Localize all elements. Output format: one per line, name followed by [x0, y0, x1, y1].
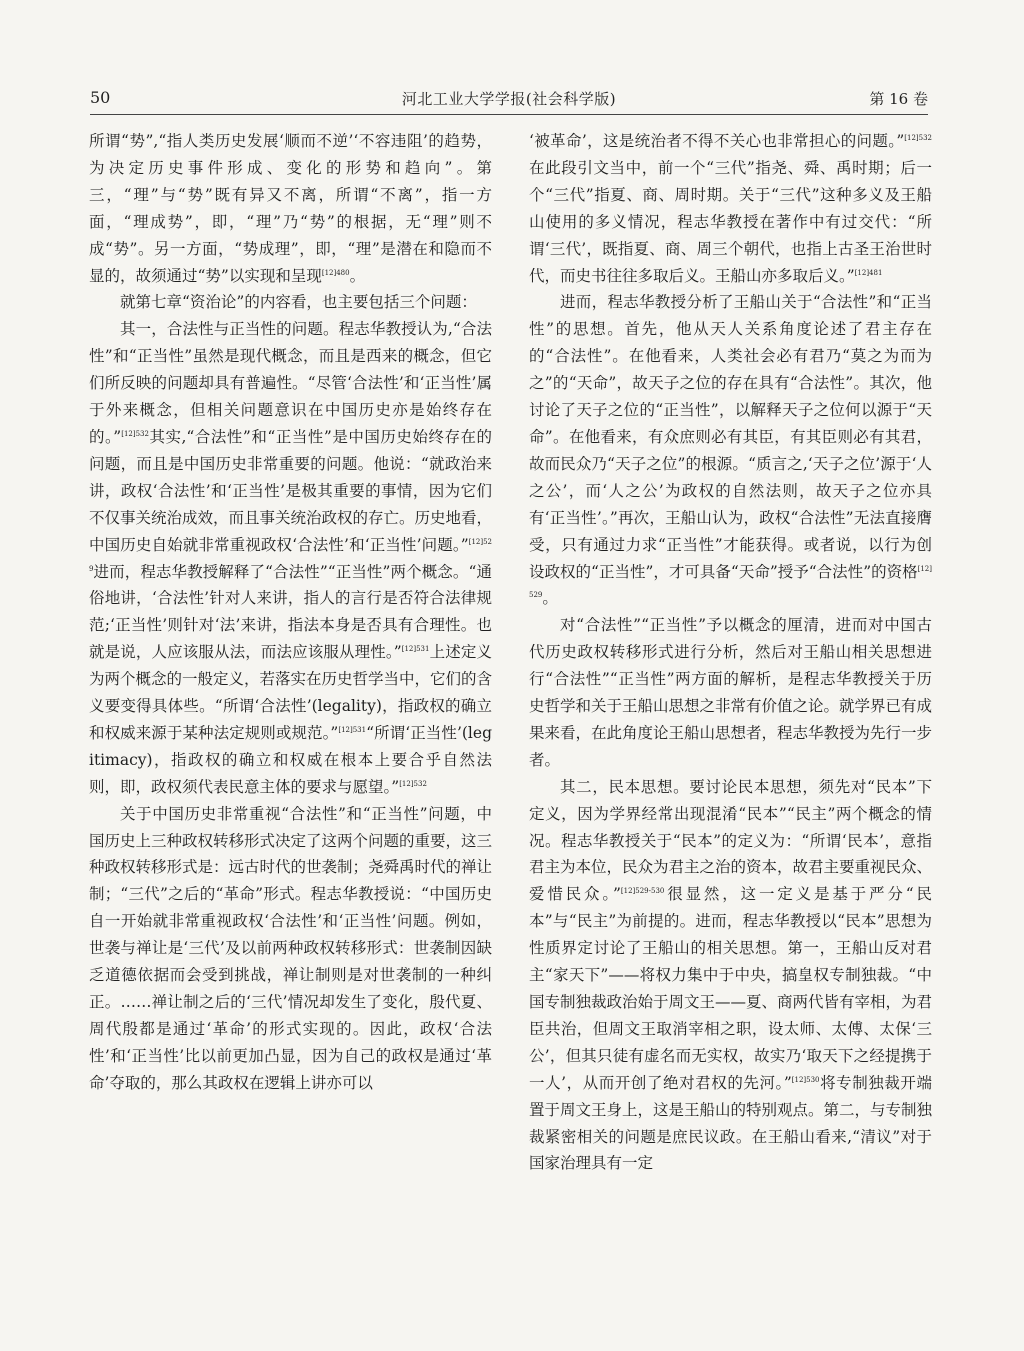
- paragraph: 其二，民本思想。要讨论民本思想，须先对“民本”下定义，因为学界经常出现混淆“民本”“民主”两个概念的情况。程志华教授关于“民本”的定义为：“所谓‘民本’，意指君主为本位，民众为君主之治的资本，故君主要重视民众、爱惜民众。”$^{[12]529-530}$很显然，这一定义是基于严分“民本”与“民主”为前提的。进而，程志华教授以“民本”思想为性质界定讨论了王船山的相关思想。第一，王船山反对君主“家天下”——将权力集中于中央，搞皇权专制独裁。“中国专制独裁政治始于周文王——夏、商两代皆有宰相，为君臣共治，但周文王取消宰相之职，设太师、太傅、太保‘三公’，但其只徒有虚名而无实权，故实乃‘取天下之经提携于一人’，从而开创了绝对君权的先河。”$^{[12]530}$将专制独裁开端置于周文王身上，这是王船山的特别观点。第二，与专制独裁紧密相关的问题是庶民议政。在王船山看来,“清议”对于国家治理具有一定: [529, 777, 933, 1173]
- header-rule: [90, 114, 928, 115]
- page-number: 50: [90, 88, 111, 107]
- journal-title: 河北工业大学学报(社会科学版): [401, 90, 617, 108]
- paragraph: 进而，程志华教授分析了王船山关于“合法性”和“正当性”的思想。首先，他从天人关系角度论述了君主存在的“合法性”。在他看来，人类社会必有君乃“莫之为而为之”的“天命”，故天子之位的存在具有“合法性”。其次，他讨论了天子之位的“正当性”，以解释天子之位何以源于“天命”。在他看来，有众庶则必有其臣，有其臣则必有其君，故而民众乃“天子之位”的根源。“质言之,‘天子之位’源于‘人之公’，而‘人之公’为政权的自然法则，故天子之位亦具有‘正当性’。”再次，王船山认为，政权“合法性”无法直接膺受，只有通过力求“正当性”才能获得。或者说，以行为创设政权的“正当性”，才可具备“天命”授予“合法性”的资格$^{[12]529}$。: [529, 293, 932, 608]
- paragraph: 所谓“势”,“指人类历史发展‘顺而不逆’‘不容违阻’的趋势，为决定历史事件形成、变化的形势和趋向”。第三，“理”与“势”既有异又不离，所谓“不离”，指一方面，“理成势”，即，“理”乃“势”的根据，无“理”则不成“势”。另一方面，“势成理”，即，“理”是潜在和隐而不显的，故须通过“势”以实现和呈现$^{[12]480}$。: [89, 132, 492, 285]
- paragraph: 其一，合法性与正当性的问题。程志华教授认为,“合法性”和“正当性”虽然是现代概念，而且是西来的概念，但它们所反映的问题却具有普遍性。“尽管‘合法性’和‘正当性’属于外来概念，但相关问题意识在中国历史亦是始终存在的。”$^{[12]532}$其实,“合法性”和“正当性”是中国历史始终存在的问题，而且是中国历史非常重要的问题。他说：“就政治来讲，政权‘合法性’和‘正当性’是极其重要的事情，因为它们不仅事关统治成效，而且事关统治政权的存亡。历史地看，中国历史自始就非常重视政权‘合法性’和‘正当性’问题。”$^{[12]529}$进而，程志华教授解释了“合法性”“正当性”两个概念。“通俗地讲，‘合法性’针对人来讲，指人的言行是否符合法律规范;‘正当性’则针对‘法’来讲，指法本身是否具有合理性。也就是说，人应该服从法，而法应该服从理性。”$^{[12]531}$上述定义为两个概念的一般定义，若落实在历史哲学当中，它们的含义要变得具体些。“所谓‘合法性’(legality)，指政权的确立和权威来源于某种法定规则或规范。”$^{[12]531}$“所谓‘正当性’(legitimacy)，指政权的确立和权威在根本上要合乎自然法则，即，政权须代表民意主体的要求与愿望。”$^{[12]532}$: [89, 320, 493, 796]
- paragraph: ‘被革命’，这是统治者不得不关心也非常担心的问题。”$^{[12]532}$在此段引文当中，前一个“三代”指尧、舜、禹时期；后一个“三代”指夏、商、周时期。关于“三代”这种多义及王船山使用的多义情况，程志华教授在著作中有过交代：“所谓‘三代’，既指夏、商、周三个朝代，也指上古圣王治世时代，而史书往往多取后义。王船山亦多取后义。”$^{[12]481}$: [529, 132, 932, 285]
- running-header: [90, 88, 928, 110]
- paragraph: 就第七章“资治论”的内容看，也主要包括三个问题：: [120, 293, 477, 312]
- volume-label: 第 16 卷: [869, 90, 928, 108]
- paragraph: 对“合法性”“正当性”予以概念的厘清，进而对中国古代历史政权转移形式进行分析，然后对王船山相关思想进行“合法性”“正当性”两方面的解析，是程志华教授关于历史哲学和关于王船山思想之非常有价值之论。就学界已有成果来看，在此角度论王船山思想者，程志华教授为先行一步者。: [529, 616, 933, 769]
- left-column: [89, 128, 492, 1097]
- paragraph: 关于中国历史非常重视“合法性”和“正当性”问题，中国历史上三种政权转移形式决定了这两个问题的重要，这三种政权转移形式是：远古时代的世袭制；尧舜禹时代的禅让制；“三代”之后的“革命”形式。程志华教授说：“中国历史自一开始就非常重视政权‘合法性’和‘正当性’问题。例如，世袭与禅让是‘三代’及以前两种政权转移形式：世袭制因缺乏道德依据而会受到挑战，禅让制则是对世袭制的一种纠正。……禅让制之后的‘三代’情况却发生了变化，殷代夏、周代殷都是通过‘革命’的形式实现的。因此，政权‘合法性’和‘正当性’比以前更加凸显，因为自己的政权是通过‘革命’夺取的，那么其政权在逻辑上讲亦可以: [89, 804, 493, 1092]
- right-column: [529, 128, 932, 1177]
